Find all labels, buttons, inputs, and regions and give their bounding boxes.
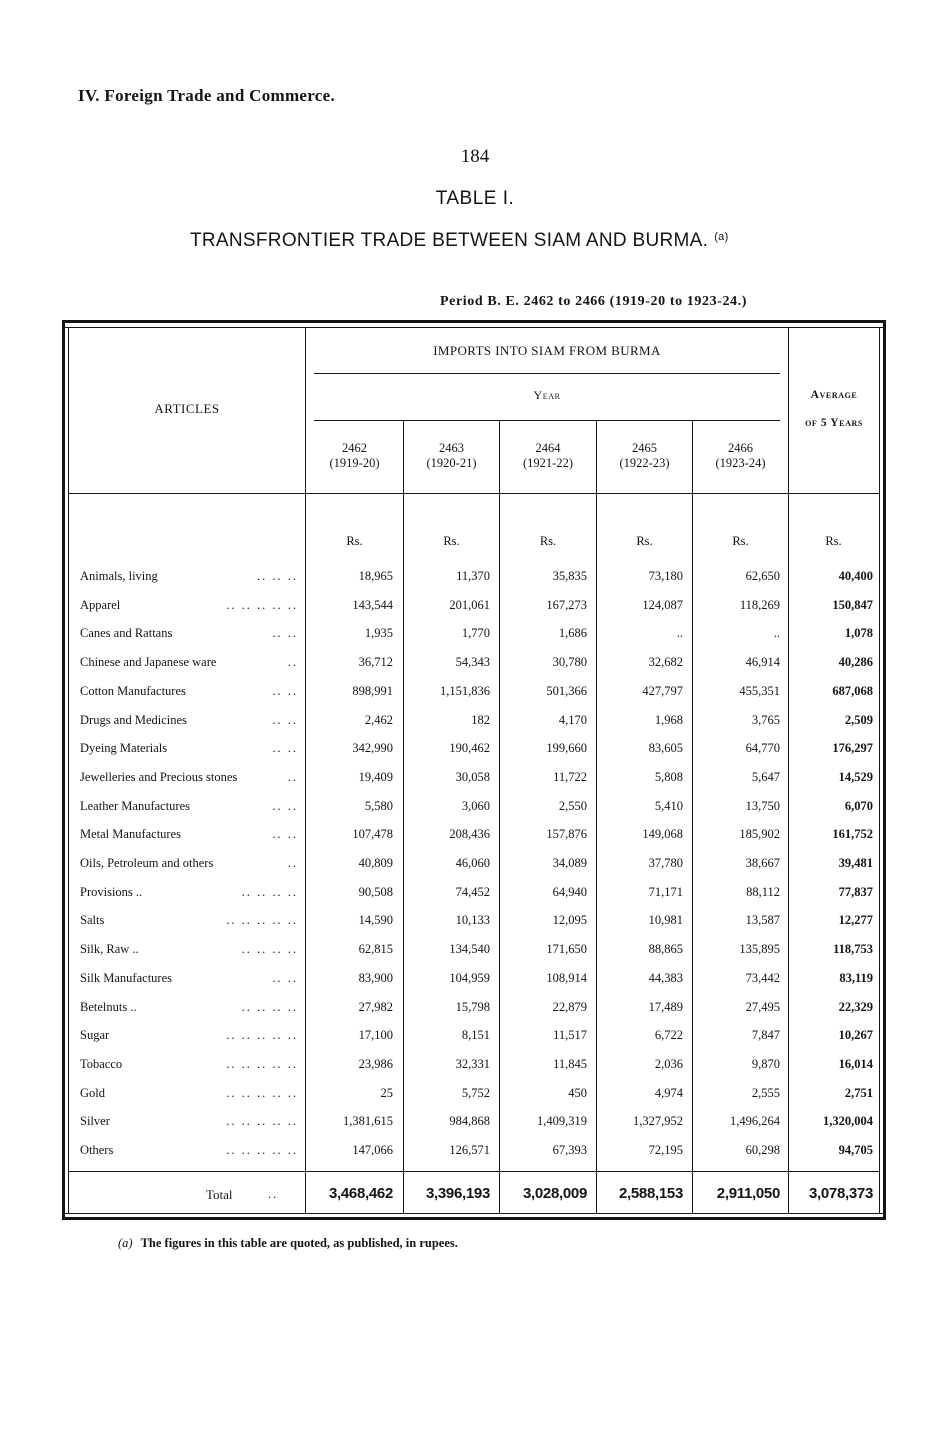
value-cell: 64,770	[745, 741, 780, 755]
bottom-rule-thin	[62, 1213, 886, 1214]
value-cell: 62,650	[745, 569, 780, 583]
average-cell: 2,751	[844, 1086, 873, 1100]
value-cell: 1,935	[364, 626, 393, 640]
right-rule-thin	[879, 327, 880, 1214]
period-caption: Period B. E. 2462 to 2466 (1919-20 to 1923-24.)	[440, 294, 748, 309]
value-cell: 18,965	[358, 569, 393, 583]
row-label: Chinese and Japanese ware	[80, 655, 217, 669]
value-cell: 199,660	[546, 741, 587, 755]
average-cell: 16,014	[838, 1057, 873, 1071]
value-cell: 208,436	[449, 827, 490, 841]
bottom-rule-thick	[62, 1217, 886, 1220]
row-label: Provisions ..	[80, 885, 143, 899]
year-be-5: 2466	[728, 441, 753, 455]
row-label: Leather Manufactures	[80, 799, 191, 813]
value-cell: 35,835	[552, 569, 587, 583]
year-be-3: 2464	[535, 441, 561, 455]
value-cell: 36,712	[358, 655, 393, 669]
value-cell: 3,765	[751, 713, 780, 727]
leader-dots: ..	[287, 856, 298, 870]
value-cell: 5,647	[751, 770, 780, 784]
average-cell: 176,297	[832, 741, 873, 755]
total-value: 3,078,373	[808, 1185, 873, 1202]
leader-dots: .. .. .. .. ..	[226, 913, 298, 927]
value-cell: 5,808	[654, 770, 683, 784]
year-be-4: 2465	[632, 441, 657, 455]
value-cell: 2,462	[364, 713, 393, 727]
average-cell: 1,078	[844, 626, 873, 640]
unit-label-2: Rs.	[443, 534, 460, 548]
left-rule-thin	[68, 327, 69, 1214]
value-cell: 10,133	[455, 913, 490, 927]
value-cell: 1,968	[654, 713, 683, 727]
value-cell: 171,650	[546, 942, 587, 956]
average-cell: 6,070	[844, 799, 873, 813]
row-label: Cotton Manufactures	[80, 684, 186, 698]
value-cell: 9,870	[751, 1057, 780, 1071]
value-cell: ..	[773, 626, 780, 640]
leader-dots: .. ..	[272, 827, 298, 841]
value-cell: 7,847	[751, 1028, 780, 1042]
leader-dots: .. .. .. .. ..	[226, 1143, 298, 1157]
value-cell: 5,410	[654, 799, 683, 813]
value-cell: 19,409	[358, 770, 393, 784]
year-rule	[314, 420, 780, 421]
total-value: 3,028,009	[522, 1185, 587, 1202]
average-cell: 83,119	[839, 971, 873, 985]
row-label: Sugar	[80, 1028, 110, 1042]
average-cell: 14,529	[838, 770, 873, 784]
unit-label-3: Rs.	[539, 534, 557, 548]
leader-dots: ..	[287, 655, 298, 669]
value-cell: 13,750	[745, 799, 780, 813]
value-cell: 1,381,615	[343, 1114, 393, 1128]
leader-dots: .. ..	[272, 971, 298, 985]
value-cell: 126,571	[449, 1143, 490, 1157]
row-label: Metal Manufactures	[80, 827, 182, 841]
value-cell: 342,990	[352, 741, 393, 755]
average-cell: 150,847	[832, 598, 873, 612]
value-cell: 427,797	[642, 684, 683, 698]
value-cell: 90,508	[358, 885, 393, 899]
total-value: 3,468,462	[328, 1185, 393, 1202]
value-cell: 10,981	[648, 913, 683, 927]
average-cell: 39,481	[838, 856, 873, 870]
value-cell: 34,089	[552, 856, 587, 870]
value-cell: 2,550	[558, 799, 587, 813]
value-cell: 124,087	[642, 598, 683, 612]
value-cell: 501,366	[546, 684, 587, 698]
imports-rule	[314, 373, 780, 374]
average-cell: 118,753	[833, 942, 873, 956]
value-cell: 450	[568, 1086, 587, 1100]
total-value: 3,396,193	[425, 1185, 490, 1202]
value-cell: 1,327,952	[633, 1114, 683, 1128]
value-cell: 73,180	[648, 569, 683, 583]
value-cell: 898,991	[352, 684, 393, 698]
value-cell: 17,100	[358, 1028, 393, 1042]
value-cell: 25	[380, 1086, 393, 1100]
value-cell: 17,489	[648, 1000, 683, 1014]
value-cell: 147,066	[352, 1143, 393, 1157]
value-cell: 107,478	[352, 827, 393, 841]
row-label: Silver	[80, 1114, 110, 1128]
value-cell: 32,331	[455, 1057, 490, 1071]
table-title-text: TRANSFRONTIER TRADE BETWEEN SIAM AND BURMA.	[190, 230, 709, 251]
value-cell: 23,986	[358, 1057, 393, 1071]
left-rule-thick	[62, 320, 65, 1220]
average-cell: 77,837	[838, 885, 873, 899]
value-cell: 2,036	[654, 1057, 683, 1071]
year-be-1: 2462	[342, 441, 367, 455]
value-cell: 4,974	[654, 1086, 683, 1100]
value-cell: 104,959	[449, 971, 490, 985]
year-ad-3: (1921-22)	[523, 456, 573, 470]
total-value: 2,588,153	[618, 1185, 683, 1202]
value-cell: 64,940	[552, 885, 587, 899]
leader-dots: .. ..	[272, 713, 298, 727]
unit-label-6: Rs.	[825, 534, 842, 548]
average-cell: 40,400	[838, 569, 873, 583]
value-cell: 14,590	[358, 913, 393, 927]
leader-dots: .. .. .. .. ..	[226, 1114, 298, 1128]
value-cell: 62,815	[358, 942, 393, 956]
leader-dots: .. ..	[272, 741, 298, 755]
value-cell: 455,351	[739, 684, 780, 698]
row-label: Oils, Petroleum and others	[80, 856, 214, 870]
articles-header: ARTICLES	[154, 401, 220, 416]
value-cell: 182	[471, 713, 490, 727]
value-cell: 71,171	[648, 885, 683, 899]
value-cell: 134,540	[449, 942, 490, 956]
leader-dots: .. .. .. .. ..	[226, 1057, 298, 1071]
value-cell: 1,151,836	[440, 684, 490, 698]
value-cell: 190,462	[449, 741, 490, 755]
value-cell: 984,868	[449, 1114, 490, 1128]
row-label: Jewelleries and Precious stones	[80, 770, 238, 784]
leader-dots: .. .. .. .. ..	[226, 598, 298, 612]
value-cell: 46,060	[455, 856, 490, 870]
unit-label-4: Rs.	[636, 534, 653, 548]
value-cell: 32,682	[648, 655, 683, 669]
value-cell: 185,902	[739, 827, 780, 841]
average-cell: 94,705	[838, 1143, 873, 1157]
average-cell: 161,752	[832, 827, 873, 841]
table-title	[190, 230, 729, 252]
average-cell: 687,068	[832, 684, 873, 698]
row-label: Animals, living	[80, 569, 158, 583]
leader-dots: .. ..	[272, 684, 298, 698]
unit-label-1: Rs.	[346, 534, 363, 548]
average-cell: 1,320,004	[823, 1114, 873, 1128]
value-cell: 83,605	[648, 741, 683, 755]
value-cell: 11,370	[456, 569, 490, 583]
table-title-note: (a)	[714, 231, 729, 243]
total-value: 2,911,050	[716, 1185, 780, 1202]
average-header-line1: Average	[810, 389, 858, 401]
top-rule-thick	[62, 320, 886, 323]
value-cell: 13,587	[745, 913, 780, 927]
value-cell: 46,914	[745, 655, 780, 669]
value-cell: 167,273	[546, 598, 587, 612]
value-cell: 108,914	[546, 971, 587, 985]
section-title: IV. Foreign Trade and Commerce.	[78, 86, 336, 105]
year-ad-4: (1922-23)	[619, 456, 670, 470]
value-cell: 1,686	[558, 626, 587, 640]
value-cell: 118,269	[739, 598, 780, 612]
leader-dots: .. .. .. ..	[241, 942, 298, 956]
year-ad-1: (1919-20)	[329, 456, 380, 470]
value-cell: 1,409,319	[537, 1114, 587, 1128]
total-leader-dots: ..	[268, 1187, 279, 1201]
value-cell: 11,517	[553, 1028, 587, 1042]
value-cell: 27,495	[745, 1000, 780, 1014]
value-cell: 88,112	[746, 885, 780, 899]
value-cell: 27,982	[358, 1000, 393, 1014]
leader-dots: .. ..	[272, 626, 298, 640]
value-cell: ..	[676, 626, 683, 640]
year-ad-2: (1920-21)	[426, 456, 477, 470]
value-cell: 8,151	[461, 1028, 490, 1042]
value-cell: 88,865	[648, 942, 683, 956]
row-label: Salts	[80, 913, 105, 927]
row-label: Silk Manufactures	[80, 971, 172, 985]
leader-dots: ..	[287, 770, 298, 784]
value-cell: 6,722	[654, 1028, 683, 1042]
footnote	[118, 1236, 458, 1251]
leader-dots: .. ..	[272, 799, 298, 813]
value-cell: 2,555	[751, 1086, 780, 1100]
imports-header: IMPORTS INTO SIAM FROM BURMA	[433, 343, 661, 358]
value-cell: 143,544	[352, 598, 393, 612]
leader-dots: .. .. .. .. ..	[226, 1028, 298, 1042]
row-label: Betelnuts ..	[80, 1000, 137, 1014]
row-label: Drugs and Medicines	[80, 713, 187, 727]
leader-dots: .. .. .. ..	[241, 885, 298, 899]
value-cell: 1,496,264	[730, 1114, 780, 1128]
total-top-rule	[69, 1171, 879, 1172]
row-label: Others	[80, 1143, 114, 1157]
average-header-line2: of 5 Years	[805, 417, 863, 429]
value-cell: 72,195	[648, 1143, 683, 1157]
value-cell: 54,343	[455, 655, 490, 669]
average-cell: 12,277	[838, 913, 873, 927]
leader-dots: .. .. ..	[257, 569, 298, 583]
value-cell: 74,452	[455, 885, 490, 899]
right-rule-thick	[883, 320, 886, 1220]
page-number: 184	[460, 146, 490, 167]
value-cell: 30,780	[552, 655, 587, 669]
top-rule-thin	[62, 327, 886, 328]
value-cell: 40,809	[358, 856, 393, 870]
value-cell: 135,895	[739, 942, 780, 956]
row-label: Canes and Rattans	[80, 626, 173, 640]
row-label: Gold	[80, 1086, 105, 1100]
row-label: Dyeing Materials	[80, 741, 168, 755]
total-label: Total	[206, 1187, 233, 1202]
leader-dots: .. .. .. .. ..	[226, 1086, 298, 1100]
year-be-2: 2463	[439, 441, 464, 455]
footnote-marker: (a)	[118, 1236, 133, 1250]
value-cell: 67,393	[552, 1143, 587, 1157]
average-cell: 40,286	[838, 655, 873, 669]
value-cell: 60,298	[745, 1143, 780, 1157]
value-cell: 5,752	[461, 1086, 490, 1100]
row-label: Tobacco	[80, 1057, 123, 1071]
year-header: Year	[533, 388, 561, 402]
value-cell: 15,798	[455, 1000, 490, 1014]
value-cell: 4,170	[558, 713, 587, 727]
average-cell: 22,329	[838, 1000, 873, 1014]
footnote-text: The figures in this table are quoted, as published, in rupees.	[140, 1236, 458, 1250]
value-cell: 11,722	[553, 770, 587, 784]
value-cell: 11,845	[553, 1057, 587, 1071]
year-ad-5: (1923-24)	[715, 456, 766, 470]
value-cell: 30,058	[455, 770, 490, 784]
average-cell: 10,267	[838, 1028, 873, 1042]
value-cell: 1,770	[461, 626, 490, 640]
value-cell: 12,095	[552, 913, 587, 927]
header-bottom-rule	[69, 493, 879, 494]
value-cell: 3,060	[461, 799, 490, 813]
value-cell: 201,061	[449, 598, 490, 612]
value-cell: 149,068	[642, 827, 683, 841]
table-label: TABLE I.	[435, 188, 515, 209]
value-cell: 83,900	[358, 971, 393, 985]
value-cell: 22,879	[552, 1000, 587, 1014]
unit-label-5: Rs.	[732, 534, 749, 548]
leader-dots: .. .. .. ..	[241, 1000, 298, 1014]
value-cell: 5,580	[364, 799, 393, 813]
value-cell: 73,442	[745, 971, 780, 985]
row-label: Apparel	[80, 598, 121, 612]
row-label: Silk, Raw ..	[80, 942, 139, 956]
value-cell: 37,780	[648, 856, 683, 870]
value-cell: 44,383	[648, 971, 683, 985]
value-cell: 38,667	[745, 856, 780, 870]
value-cell: 157,876	[546, 827, 587, 841]
average-cell: 2,509	[844, 713, 873, 727]
